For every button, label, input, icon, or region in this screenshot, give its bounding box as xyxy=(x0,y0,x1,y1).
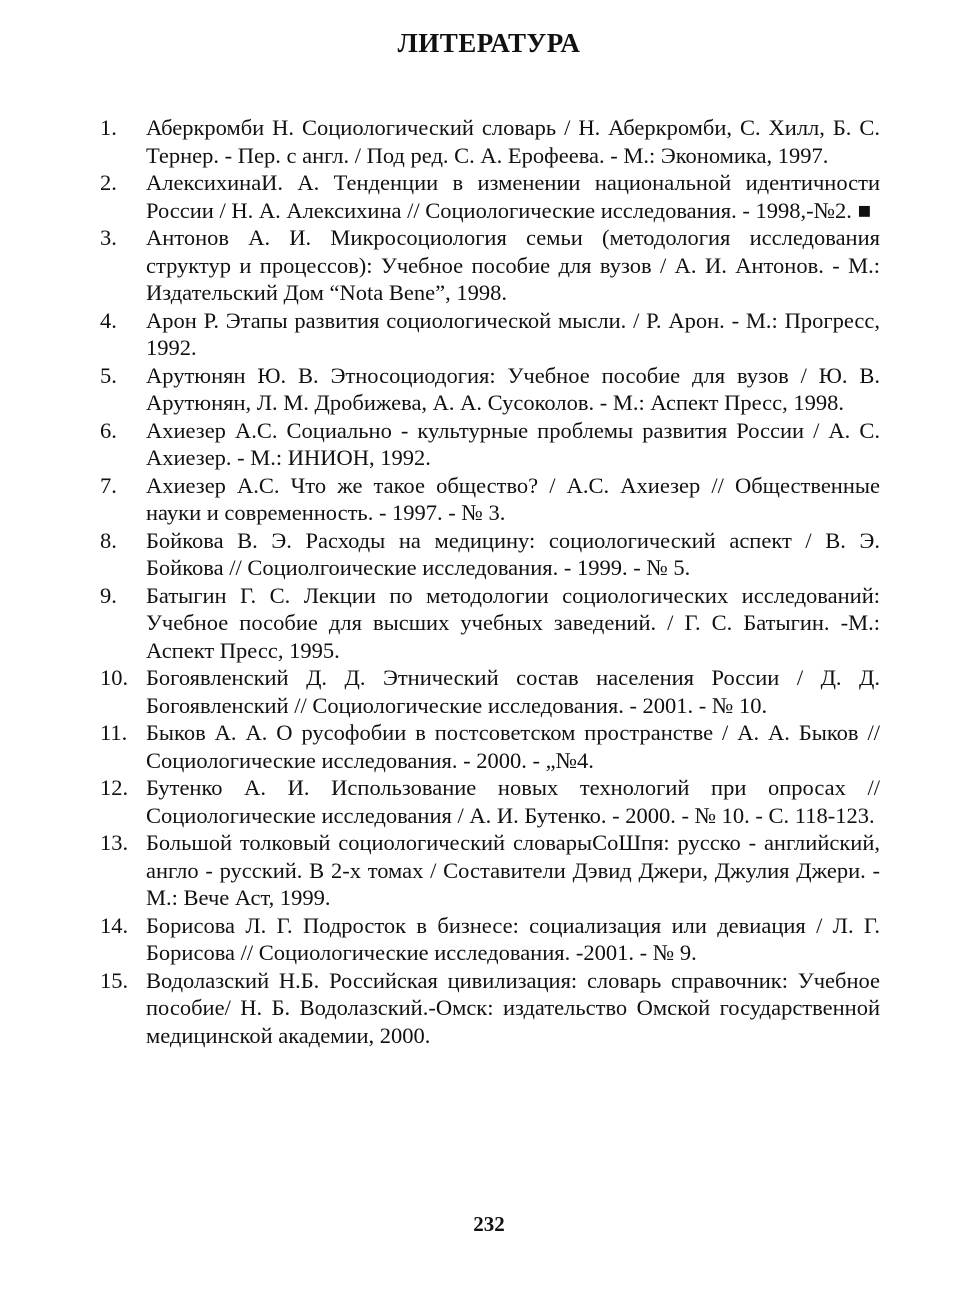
reference-number: 14. xyxy=(100,912,129,938)
reference-text: Бойкова В. Э. Расходы на медицину: социологический аспект / В. Э. Бойкова // Социолгоические исследования. - 1999. - № 5. xyxy=(146,527,880,580)
reference-text: Борисова Л. Г. Подросток в бизнесе: социализация или девиация / Л. Г. Борисова // Социологические исследования. -2001. - № 9. xyxy=(146,912,880,965)
reference-item xyxy=(100,169,880,224)
reference-item xyxy=(100,829,880,912)
reference-text: Ахиезер А.С. Социально - культурные проблемы развития России / А. С. Ахиезер. - М.: ИНИОН, 1992. xyxy=(146,417,880,470)
reference-item xyxy=(100,224,880,307)
reference-list xyxy=(100,114,880,1049)
reference-number: 3. xyxy=(100,225,117,250)
reference-item xyxy=(100,114,880,169)
page-number: 232 xyxy=(473,1212,505,1236)
reference-number: 12. xyxy=(100,775,129,800)
reference-item xyxy=(100,527,880,582)
reference-item xyxy=(100,417,880,472)
reference-number: 5. xyxy=(100,362,117,388)
reference-number: 8. xyxy=(100,527,117,553)
reference-number: 1. xyxy=(100,115,117,140)
reference-number: 11. xyxy=(100,720,128,745)
reference-item xyxy=(100,664,880,719)
reference-item xyxy=(100,362,880,417)
reference-text: Быков А. А. О русофобии в постсоветском пространстве / А. А. Быков // Социологические исследования. - 2000. - „№4. xyxy=(146,720,880,773)
reference-text: Арутюнян Ю. В. Этносоциодогия: Учебное пособие для вузов / Ю. В. Арутюнян, Л. М. Дробижева, А. А. Сусоколов. - М.: Аспект Пресс, 1998. xyxy=(146,362,880,415)
reference-number: 13. xyxy=(100,830,129,855)
reference-text: Антонов А. И. Микросоциология семьи (методология исследования структур и процессов): Учебное пособие для вузов / А. И. Антонов. - М.: Издательский Дом “Nota Bene”, 1998. xyxy=(146,225,880,305)
reference-item xyxy=(100,912,880,967)
reference-number: 10. xyxy=(100,665,129,690)
reference-number: 9. xyxy=(100,582,117,608)
reference-text: АлексихинаИ. А. Тенденции в изменении национальной идентичности России / Н. А. Алексихина // Социологические исследования. - 1998,-№2. ■ xyxy=(146,170,880,223)
reference-text: Аберкромби Н. Социологический словарь / Н. Аберкромби, С. Хилл, Б. С. Тернер. - Пер. с англ. / Под ред. С. А. Ерофеева. - М.: Экономика, 1997. xyxy=(146,115,880,168)
reference-text: Батыгин Г. С. Лекции по методологии социологических исследований: Учебное пособие для высших учебных заведений. / Г. С. Батыгин. -М.: Аспект Пресс, 1995. xyxy=(146,582,880,663)
reference-number: 4. xyxy=(100,307,117,333)
page-title: ЛИТЕРАТУРА xyxy=(397,28,581,58)
reference-number: 2. xyxy=(100,170,117,195)
reference-text: Большой толковый социологический словарыСоШпя: русско - английский, англо - русский. В 2-х томах / Составители Дэвид Джери, Джулия Джери. - М.: Вече Аст, 1999. xyxy=(146,830,880,910)
reference-number: 7. xyxy=(100,472,117,498)
reference-text: Арон Р. Этапы развития социологической мысли. / Р. Арон. - М.: Прогресс, 1992. xyxy=(146,307,880,360)
reference-number: 6. xyxy=(100,417,117,443)
reference-item xyxy=(100,774,880,829)
reference-item xyxy=(100,967,880,1050)
reference-item xyxy=(100,582,880,665)
reference-text: Ахиезер А.С. Что же такое общество? / А.С. Ахиезер // Общественные науки и современность. - 1997. - № 3. xyxy=(146,472,880,525)
reference-text: Бутенко А. И. Использование новых технологий при опросах // Социологические исследования / А. И. Бутенко. - 2000. - № 10. - С. 118-123. xyxy=(146,775,880,828)
reference-number: 15. xyxy=(100,967,129,993)
reference-item xyxy=(100,719,880,774)
reference-item xyxy=(100,472,880,527)
reference-text: Богоявленский Д. Д. Этнический состав населения России / Д. Д. Богоявленский // Социологические исследования. - 2001. - № 10. xyxy=(146,665,880,718)
reference-text: Водолазский Н.Б. Российская цивилизация: словарь справочник: Учебное пособие/ Н. Б. Водолазский.-Омск: издательство Омской государственной медицинской академии, 2000. xyxy=(146,967,880,1048)
reference-item xyxy=(100,307,880,362)
